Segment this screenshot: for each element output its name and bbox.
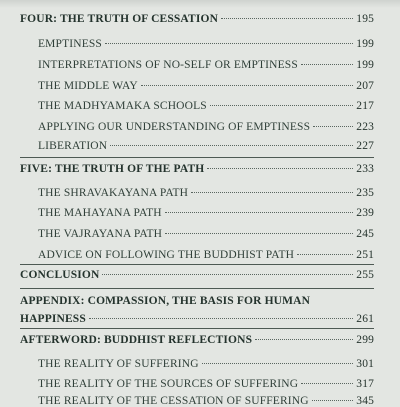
dot-leader xyxy=(141,85,353,86)
toc-page-number: 227 xyxy=(356,140,374,152)
toc-title: EMPTINESS xyxy=(38,38,102,50)
toc-entry[interactable] xyxy=(38,121,374,133)
toc-page-number: 233 xyxy=(356,163,374,175)
dot-leader xyxy=(89,318,353,319)
toc-entry[interactable] xyxy=(38,228,374,240)
toc-title-line1: APPENDIX: COMPASSION, THE BASIS FOR HUMAN xyxy=(20,295,311,307)
toc-entry[interactable] xyxy=(38,249,374,261)
toc-entry[interactable] xyxy=(38,80,374,92)
dot-leader xyxy=(301,383,353,384)
toc-entry[interactable] xyxy=(38,187,374,199)
toc-page-number: 207 xyxy=(356,80,374,92)
section-divider xyxy=(20,264,374,265)
dot-leader xyxy=(207,168,353,169)
toc-title: THE SHRAVAKAYANA PATH xyxy=(38,187,189,199)
toc-page-number: 301 xyxy=(356,358,374,370)
toc-title: LIBERATION xyxy=(38,140,108,152)
dot-leader xyxy=(255,339,353,340)
toc-page-number: 199 xyxy=(356,59,374,71)
toc-title: CONCLUSION xyxy=(20,269,100,281)
toc-page-number: 251 xyxy=(356,249,374,261)
dot-leader xyxy=(312,400,354,401)
toc-page-number: 345 xyxy=(356,395,374,407)
toc-page-number: 317 xyxy=(356,378,374,390)
dot-leader xyxy=(210,105,354,106)
toc-title: APPLYING OUR UNDERSTANDING OF EMPTINESS xyxy=(38,121,311,133)
toc-title: THE MADHYAMAKA SCHOOLS xyxy=(38,100,207,112)
toc-entry[interactable] xyxy=(38,207,374,219)
toc-page-number: 217 xyxy=(356,100,374,112)
toc-title: ADVICE ON FOLLOWING THE BUDDHIST PATH xyxy=(38,249,295,261)
toc-entry[interactable] xyxy=(38,100,374,112)
toc-entry[interactable] xyxy=(38,358,374,370)
section-divider xyxy=(20,157,374,158)
dot-leader xyxy=(313,126,353,127)
toc-page-number: 299 xyxy=(356,334,374,346)
dot-leader xyxy=(165,212,354,213)
dot-leader xyxy=(165,233,353,234)
toc-page-number: 261 xyxy=(356,313,374,325)
toc-page-number: 239 xyxy=(356,207,374,219)
toc-title-line2: HAPPINESS xyxy=(20,313,86,325)
toc-entry[interactable] xyxy=(38,140,374,152)
toc-entry-partial[interactable] xyxy=(38,395,374,407)
toc-page-number: 195 xyxy=(356,13,374,25)
dot-leader xyxy=(301,64,353,65)
toc-section-conclusion[interactable] xyxy=(20,269,374,281)
toc-section-four[interactable] xyxy=(20,13,374,25)
toc-title: FIVE: THE TRUTH OF THE PATH xyxy=(20,163,205,175)
toc-page-number: 235 xyxy=(356,187,374,199)
toc-section-five[interactable] xyxy=(20,163,374,175)
dot-leader xyxy=(102,274,353,275)
toc-title: THE REALITY OF THE SOURCES OF SUFFERING xyxy=(38,378,299,390)
dot-leader xyxy=(110,145,353,146)
dot-leader xyxy=(202,363,354,364)
toc-page-number: 199 xyxy=(356,38,374,50)
toc-section-afterword[interactable] xyxy=(20,334,374,346)
dot-leader xyxy=(105,43,353,44)
section-divider xyxy=(20,328,374,329)
dot-leader xyxy=(297,254,353,255)
dot-leader xyxy=(221,18,353,19)
toc-entry[interactable] xyxy=(38,59,374,71)
toc-page-number: 255 xyxy=(356,269,374,281)
toc-title: THE VAJRAYANA PATH xyxy=(38,228,163,240)
toc-title: THE REALITY OF SUFFERING xyxy=(38,358,199,370)
toc-title: THE MAHAYANA PATH xyxy=(38,207,162,219)
toc-title: AFTERWORD: BUDDHIST REFLECTIONS xyxy=(20,334,253,346)
toc-page-number: 245 xyxy=(356,228,374,240)
toc-title: INTERPRETATIONS OF NO-SELF OR EMPTINESS xyxy=(38,59,298,71)
toc-title: THE REALITY OF THE CESSATION OF SUFFERING xyxy=(38,395,309,407)
toc-entry[interactable] xyxy=(38,38,374,50)
toc-title: FOUR: THE TRUTH OF CESSATION xyxy=(20,13,219,25)
dot-leader xyxy=(191,192,353,193)
toc-entry[interactable] xyxy=(38,378,374,390)
toc-title: THE MIDDLE WAY xyxy=(38,80,138,92)
section-divider xyxy=(20,288,374,289)
toc-page-number: 223 xyxy=(356,121,374,133)
